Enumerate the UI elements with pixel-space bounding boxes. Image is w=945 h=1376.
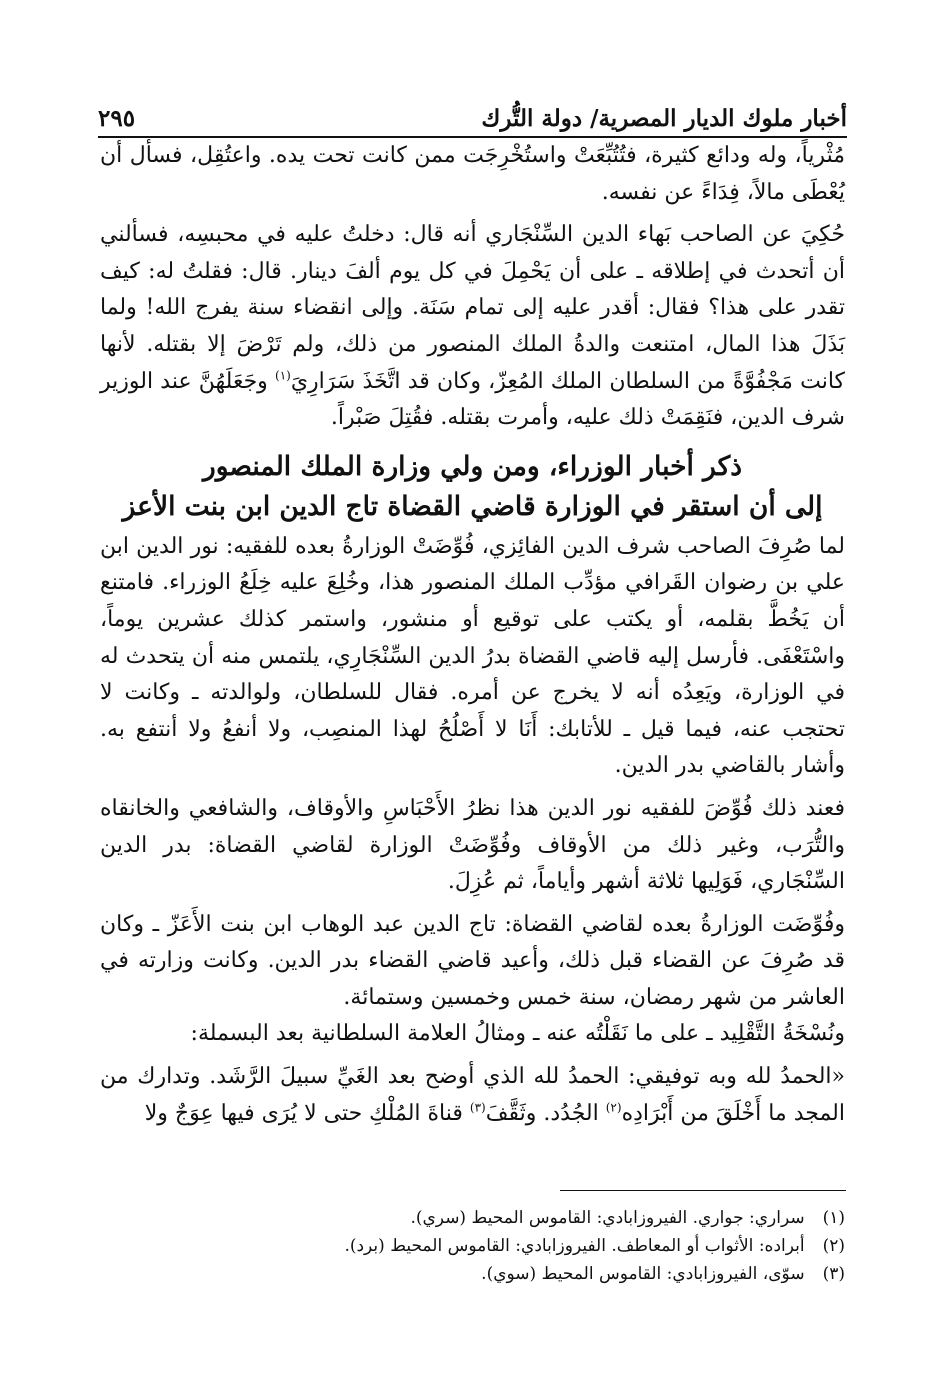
paragraph-1: مُثْرياً، وله ودائع كثيرة، فتُتُبِّعَتْ واستُخْرِجَت ممن كانت تحت يده. واعتُقِل، فسأل أن يُعْطَى مالاً، فِدَاءً عن نفسه.	[100, 143, 845, 205]
footnote-mark-2: (٢)	[605, 1100, 622, 1115]
paragraph-2-text: حُكِيَ عن الصاحب بَهاء الدين السِّنْجَاري أنه قال: دخلتُ عليه في محبسِه، فسألني أن أتحدث في إطلاقه ـ على أن يَحْمِلَ في كل يوم ألفَ دينار. قال: فقلتُ له: كيف تقدر على هذا؟ فقال: أقدر عليه إلى تمام سَنَة. وإلى انقضاء سنة يفرج الله! ولما بَذَلَ هذا المال، امتنعت والدةُ الملك المنصور من ذلك، ولم تَرْضَ إلا بقتله. لأنها كانت مَجْفُوَّةً من السلطان الملك المُعِزّ، وكان قد اتَّخَذَ سَرَارِيَ	[100, 222, 845, 394]
footnote-1-text: سراري: جواري. الفيروزابادي: القاموس المحيط (سري).	[410, 1208, 805, 1228]
paragraph-2-end: وجَعَلَهُنَّ عند الوزير شرف الدين، فنَقِمَتْ ذلك عليه، وأمرت بقتله. فقُتِلَ صَبْراً.	[100, 368, 845, 431]
running-header	[98, 88, 847, 132]
paragraph-4: فعند ذلك فُوِّضَ للفقيه نور الدين هذا نظرُ الأَحْبَاسِ والأوقاف، والشافعي والخانقاه والتُّرَب، وغير ذلك من الأوقاف وفُوِّضَتْ الوزارة لقاضي القضاة: بدر الدين السِّنْجَاري، فَوَلِيها ثلاثة أشهر وأياماً، ثم عُزِلَ.	[100, 795, 845, 895]
footnote-mark-1: (١)	[275, 368, 291, 383]
footnote-3	[100, 1260, 845, 1288]
page-number: ٢٩٥	[98, 105, 136, 132]
footnote-rule	[560, 1190, 846, 1191]
section-heading	[100, 447, 845, 527]
footnotes	[100, 1204, 845, 1288]
footnote-3-text: سوّى، الفيروزابادي: القاموس المحيط (سوي).	[481, 1264, 805, 1284]
running-title: أخبار ملوك الديار المصرية/ دولة التُّرك	[481, 105, 847, 132]
paragraph-7-part-2: الجُدُد. وثَقَّفَ	[485, 1100, 606, 1126]
paragraph-6: ونُسْخَةُ التَّقْلِيد ـ على ما نَقَلْتُه عنه ـ ومثالُ العلامة السلطانية بعد البسملة:	[190, 1021, 845, 1047]
paragraph-5: وفُوِّضَت الوزارةُ بعده لقاضي القضاة: تاج الدين عبد الوهاب ابن بنت الأَعَزّ ـ وكان قد صُرِفَ عن القضاء قبل ذلك، وأعيد قاضي القضاء بدر الدين. وكانت وزارته في العاشر من شهر رمضان، سنة خمس وخمسين وستمائة.	[100, 911, 845, 1010]
paragraph-7-part-1: «الحمدُ لله وبه توفيقي: الحمدُ لله الذي أوضح بعد الغَيِّ سبيلَ الرَّشَد. وتدارك من المجد ما أَخْلَقَ من أَبْرَادِه	[100, 1064, 845, 1126]
footnote-1-number: (١)	[822, 1208, 845, 1228]
heading-line-2: إلى أن استقر في الوزارة قاضي القضاة تاج الدين ابن بنت الأعز	[122, 490, 823, 522]
main-text	[100, 138, 845, 1132]
paragraph-7-part-3: قناةَ المُلْكِ حتى لا يُرَى فيها عِوَجٌ ولا	[144, 1100, 470, 1126]
paragraph-7	[100, 1059, 845, 1132]
paragraph-3: لما صُرِفَ الصاحب شرف الدين الفائِزي، فُوِّضَتْ الوزارةُ بعده للفقيه: نور الدين ابن علي بن رضوان القَرافي مؤدِّب الملك المنصور هذا، وخُلِعَ عليه خِلَعُ الوزراء. فامتنع أن يَخُطَّ بقلمه، أو يكتب على توقيع أو منشور، واستمر كذلك عشرين يوماً، واسْتَعْفَى. فأرسل إليه قاضي القضاة بدرُ الدين السِّنْجَارِي، يلتمس منه أن يتحدث له في الوزارة، ويَعِدُه أنه لا يخرج عن أمره. فقال للسلطان، ولوالدته ـ وكانت لا تحتجب عنه، فيما قيل ـ للأتابك: أَنَا لا أَصْلُحُ لهذا المنصِب، ولا أنفعُ ولا أنتفع به. وأشار بالقاضي بدر الدين.	[100, 533, 845, 779]
footnote-2-text: أبراده: الأثواب أو المعاطف. الفيروزابادي: القاموس المحيط (برد).	[344, 1236, 805, 1256]
paragraph-2	[100, 217, 845, 437]
footnote-2	[100, 1232, 845, 1260]
footnote-3-number: (٣)	[822, 1264, 845, 1284]
footnote-1	[100, 1204, 845, 1232]
footnote-2-number: (٢)	[822, 1236, 845, 1256]
heading-line-1: ذكر أخبار الوزراء، ومن ولي وزارة الملك المنصور	[202, 450, 743, 482]
footnote-mark-3: (٣)	[469, 1100, 486, 1115]
